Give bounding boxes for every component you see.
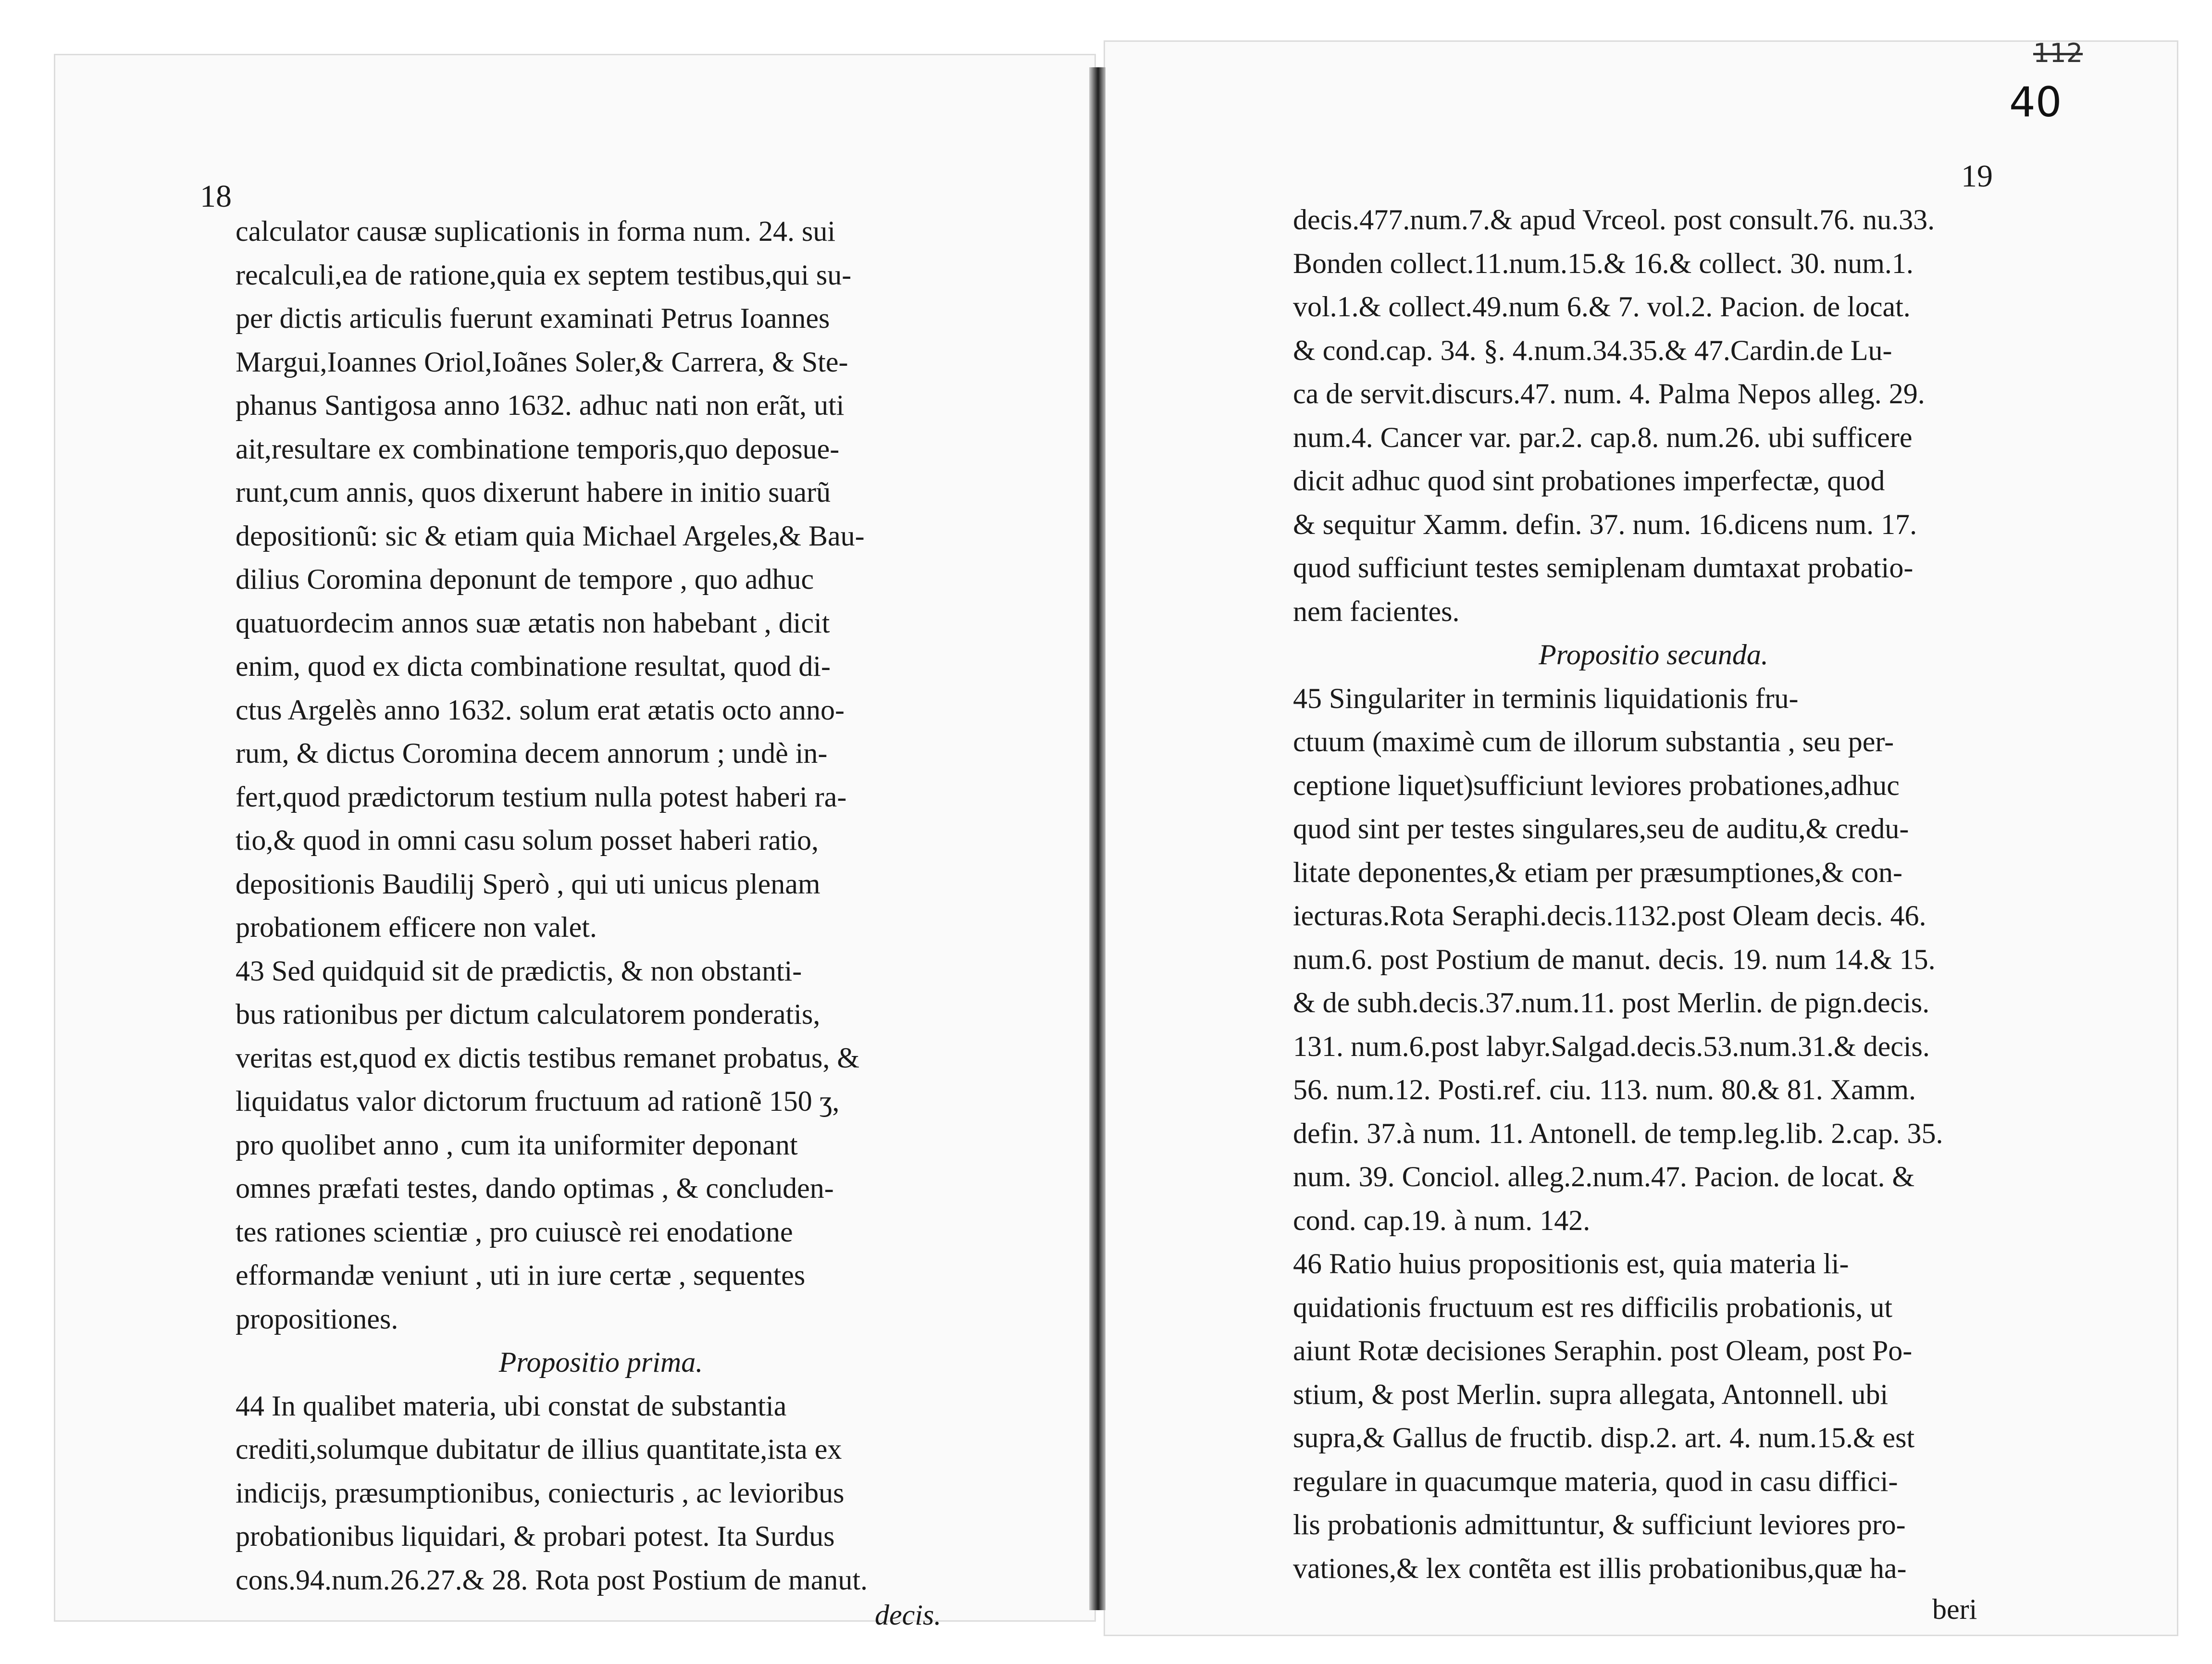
text-line: & sequitur Xamm. defin. 37. num. 16.dicens num. 17. bbox=[1293, 508, 1917, 540]
text-line: probationem efficere non valet. bbox=[236, 911, 597, 943]
text-line: crediti,solumque dubitatur de illius quantitate,ista ex bbox=[236, 1433, 842, 1465]
text-line: supra,& Gallus de fructib. disp.2. art. 4. num.15.& est bbox=[1293, 1422, 1915, 1453]
page-number-right: 19 bbox=[1961, 159, 1993, 194]
text-line: Bonden collect.11.num.15.& 16.& collect. 30. num.1. bbox=[1293, 247, 1914, 279]
text-line: 43 Sed quidquid sit de prædictis, & non obstanti- bbox=[236, 955, 802, 987]
text-line: aiunt Rotæ decisiones Seraphin. post Oleam, post Po- bbox=[1293, 1335, 1913, 1366]
book-gutter bbox=[1089, 67, 1106, 1610]
text-line: depositionũ: sic & etiam quia Michael Argeles,& Bau- bbox=[236, 520, 865, 552]
text-line: propositiones. bbox=[236, 1303, 398, 1335]
text-line: ceptione liquet)sufficiunt leviores probationes,adhuc bbox=[1293, 769, 1900, 801]
text-line: 46 Ratio huius propositionis est, quia materia li- bbox=[1293, 1248, 1849, 1279]
text-line: litate deponentes,& etiam per præsumptiones,& con- bbox=[1293, 856, 1903, 888]
text-line: num.6. post Postium de manut. decis. 19. num 14.& 15. bbox=[1293, 943, 1936, 975]
text-line: enim, quod ex dicta combinatione resultat, quod di- bbox=[236, 650, 831, 682]
text-line: num.4. Cancer var. par.2. cap.8. num.26. ubi sufficere bbox=[1293, 421, 1913, 453]
text-line: rum, & dictus Coromina decem annorum ; undè in- bbox=[236, 737, 828, 769]
text-line: efformandæ veniunt , uti in iure certæ , sequentes bbox=[236, 1259, 806, 1291]
text-line: 45 Singulariter in terminis liquidationis fru- bbox=[1293, 682, 1799, 714]
text-line: 44 In qualibet materia, ubi constat de substantia bbox=[236, 1390, 787, 1422]
text-line: phanus Santigosa anno 1632. adhuc nati non erãt, uti bbox=[236, 389, 845, 421]
text-line: dilius Coromina deponunt de tempore , quo adhuc bbox=[236, 563, 814, 595]
text-line: indicijs, præsumptionibus, coniecturis , ac levioribus bbox=[236, 1477, 845, 1509]
text-line: ait,resultare ex combinatione temporis,quo deposue- bbox=[236, 433, 840, 465]
text-line: vol.1.& collect.49.num 6.& 7. vol.2. Pacion. de locat. bbox=[1293, 291, 1911, 323]
text-line: ca de servit.discurs.47. num. 4. Palma Nepos alleg. 29. bbox=[1293, 378, 1925, 410]
text-line: tio,& quod in omni casu solum posset haberi ratio, bbox=[236, 824, 819, 856]
text-line: cond. cap.19. à num. 142. bbox=[1293, 1204, 1591, 1236]
text-line: pro quolibet anno , cum ita uniformiter deponant bbox=[236, 1129, 798, 1161]
catchword-right: beri bbox=[1932, 1593, 1977, 1625]
text-line: vationes,& lex contẽta est illis probationibus,quæ ha- bbox=[1293, 1552, 1907, 1584]
catchword-left: decis. bbox=[875, 1599, 942, 1631]
text-line: omnes præfati testes, dando optimas , & concluden- bbox=[236, 1172, 834, 1204]
text-line: per dictis articulis fuerunt examinati Petrus Ioannes bbox=[236, 302, 830, 334]
text-line: quod sufficiunt testes semiplenam dumtaxat probatio- bbox=[1293, 552, 1914, 584]
text-line: nem facientes. bbox=[1293, 595, 1460, 627]
text-line: & cond.cap. 34. §. 4.num.34.35.& 47.Cardin.de Lu- bbox=[1293, 334, 1892, 366]
text-line: stium, & post Merlin. supra allegata, Antonnell. ubi bbox=[1293, 1378, 1889, 1410]
section-heading: Propositio secunda. bbox=[1539, 639, 1768, 671]
text-line: quod sint per testes singulares,seu de auditu,& credu- bbox=[1293, 813, 1909, 844]
text-line: runt,cum annis, quos dixerunt habere in initio suarũ bbox=[236, 476, 831, 508]
text-line: ctuum (maximè cum de illorum substantia , seu per- bbox=[1293, 726, 1894, 757]
section-heading: Propositio prima. bbox=[498, 1346, 703, 1378]
old-folio-number: 112 bbox=[2033, 38, 2083, 68]
text-line: veritas est,quod ex dictis testibus remanet probatus, & bbox=[236, 1042, 860, 1074]
text-line: depositionis Baudilij Sperò , qui uti unicus plenam bbox=[236, 868, 820, 900]
text-line: quatuordecim annos suæ ætatis non habebant , dicit bbox=[236, 607, 830, 639]
text-line: Margui,Ioannes Oriol,Ioãnes Soler,& Carrera, & Ste- bbox=[236, 346, 848, 378]
text-line: probationibus liquidari, & probari potest. Ita Surdus bbox=[236, 1520, 835, 1552]
text-line: defin. 37.à num. 11. Antonell. de temp.leg.lib. 2.cap. 35. bbox=[1293, 1117, 1943, 1149]
text-line: ctus Argelès anno 1632. solum erat ætatis octo anno- bbox=[236, 694, 845, 726]
text-line: decis.477.num.7.& apud Vrceol. post consult.76. nu.33. bbox=[1293, 204, 1935, 236]
page-number-left: 18 bbox=[200, 179, 232, 214]
text-line: regulare in quacumque materia, quod in casu diffici- bbox=[1293, 1465, 1898, 1497]
text-line: 131. num.6.post labyr.Salgad.decis.53.num.31.& decis. bbox=[1293, 1030, 1930, 1062]
text-line: tes rationes scientiæ , pro cuiuscè rei enodatione bbox=[236, 1216, 793, 1248]
text-line: cons.94.num.26.27.& 28. Rota post Postium de manut. bbox=[236, 1564, 868, 1596]
right-page-text bbox=[1293, 198, 2014, 1590]
text-line: quidationis fructuum est res difficilis probationis, ut bbox=[1293, 1291, 1893, 1323]
text-line: & de subh.decis.37.num.11. post Merlin. de pign.decis. bbox=[1293, 987, 1930, 1018]
text-line: bus rationibus per dictum calculatorem ponderatis, bbox=[236, 998, 820, 1030]
text-line: num. 39. Conciol. alleg.2.num.47. Pacion. de locat. & bbox=[1293, 1161, 1915, 1192]
text-line: fert,quod prædictorum testium nulla potest haberi ra- bbox=[236, 781, 847, 813]
text-line: calculator causæ suplicationis in forma num. 24. sui bbox=[236, 215, 836, 247]
folio-number: 40 bbox=[2009, 78, 2062, 126]
left-page-text bbox=[236, 210, 966, 1602]
text-line: dicit adhuc quod sint probationes imperfectæ, quod bbox=[1293, 465, 1885, 497]
text-line: iecturas.Rota Seraphi.decis.1132.post Oleam decis. 46. bbox=[1293, 900, 1926, 931]
text-line: liquidatus valor dictorum fructuum ad rationẽ 150 ʒ, bbox=[236, 1085, 840, 1117]
text-line: 56. num.12. Posti.ref. ciu. 113. num. 80.& 81. Xamm. bbox=[1293, 1074, 1916, 1105]
text-line: lis probationis admittuntur, & sufficiunt leviores pro- bbox=[1293, 1509, 1906, 1540]
text-line: recalculi,ea de ratione,quia ex septem testibus,qui su- bbox=[236, 259, 852, 291]
